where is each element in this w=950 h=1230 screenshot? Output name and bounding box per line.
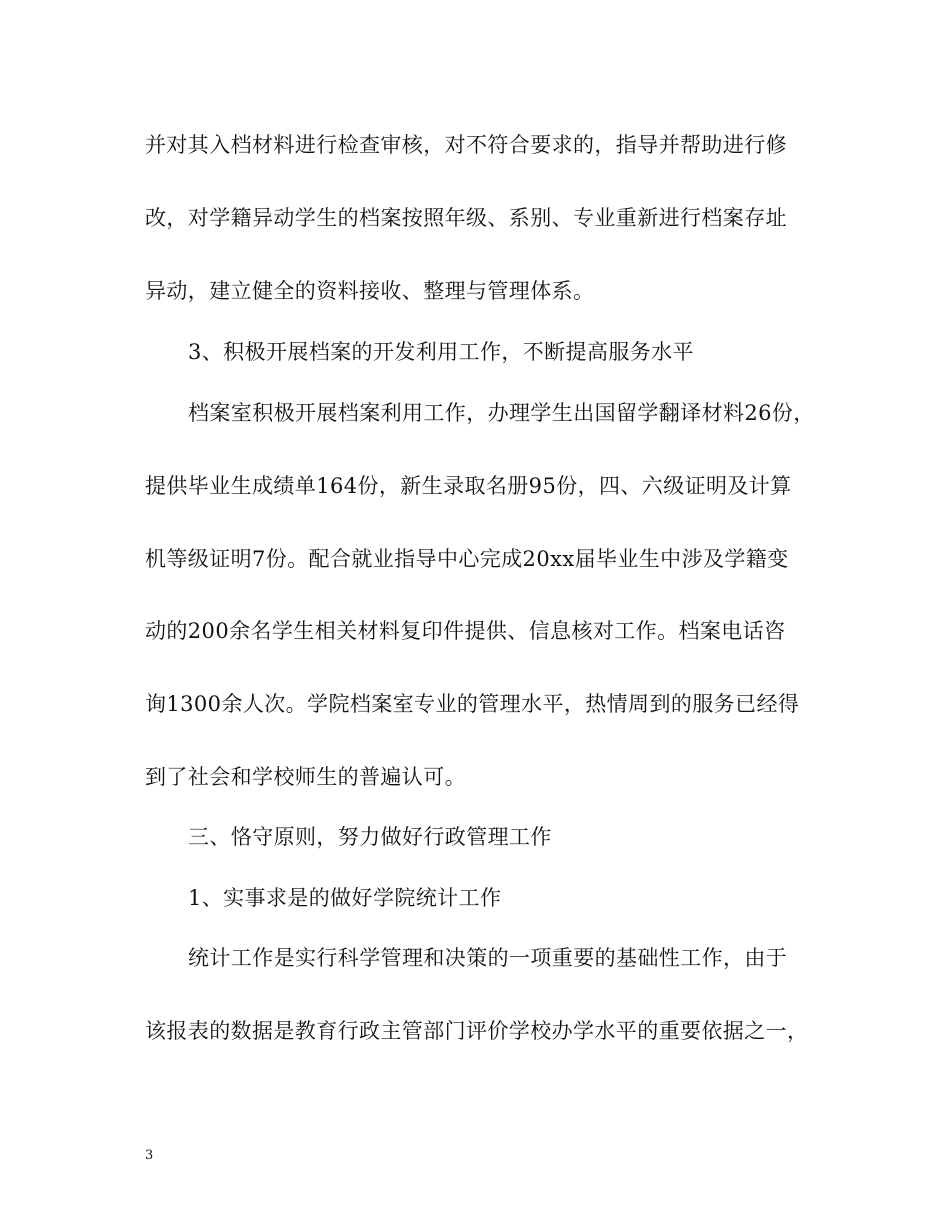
section-heading: 三、恪守原则，努力做好行政管理工作 [188,825,552,849]
body-text-line: 询1300余人次。学院档案室专业的管理水平，热情周到的服务已经得 [145,692,800,716]
body-text-line: 该报表的数据是教育行政主管部门评价学校办学水平的重要依据之一， [145,1019,809,1043]
paragraph-first-line: 档案室积极开展档案利用工作，办理学生出国留学翻译材料26份， [188,401,815,425]
body-text-line: 改，对学籍异动学生的档案按照年级、系别、专业重新进行档案存址 [145,206,787,230]
body-text-line: 并对其入档材料进行检查审核，对不符合要求的，指导并帮助进行修 [145,133,787,157]
body-text-line: 动的200余名学生相关材料复印件提供、信息核对工作。档案电话咨 [145,619,786,643]
section-heading: 3、积极开展档案的开发利用工作，不断提高服务水平 [188,340,694,364]
body-text-line: 异动，建立健全的资料接收、整理与管理体系。 [145,279,595,303]
body-text-line: 到了社会和学校师生的普遍认可。 [145,765,466,789]
paragraph-first-line: 统计工作是实行科学管理和决策的一项重要的基础性工作，由于 [188,946,788,970]
body-text-line: 机等级证明7份。配合就业指导中心完成20xx届毕业生中涉及学籍变 [145,547,789,571]
subsection-heading: 1、实事求是的做好学院统计工作 [188,886,502,910]
body-text-line: 提供毕业生成绩单164份，新生录取名册95份，四、六级证明及计算 [145,474,792,498]
page-number: 3 [145,1148,154,1163]
